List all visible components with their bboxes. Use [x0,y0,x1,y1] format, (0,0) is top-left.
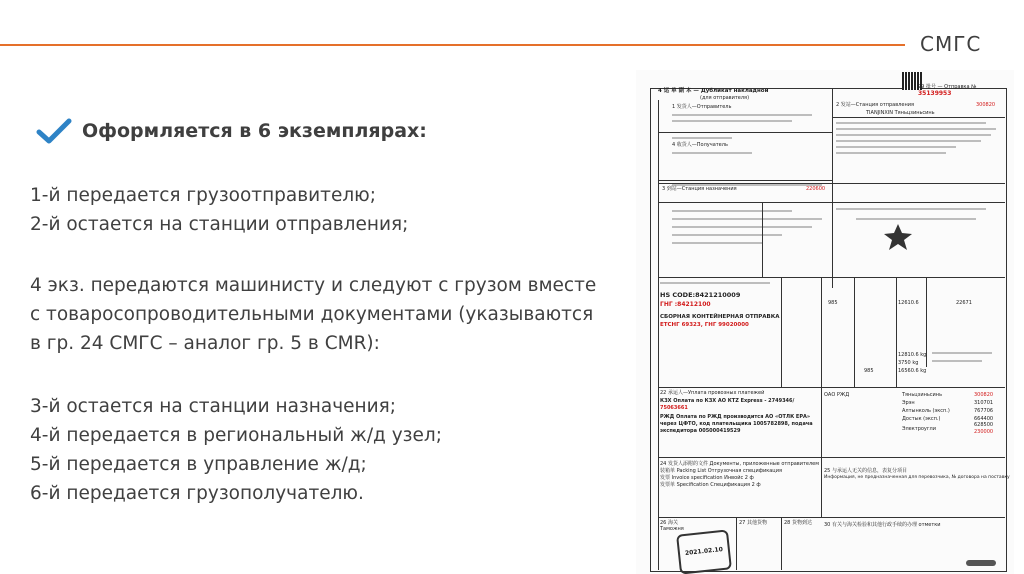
cargo-name: СБОРНАЯ КОНТЕЙНЕРНАЯ ОТПРАВКА [660,314,780,320]
seal-number: 22671 [956,300,972,306]
text-group-3 [30,392,442,508]
payment-label: 22 承运人—Уплата провозных платежей [660,390,765,396]
goods-gng: ГНГ :84212100 [660,301,711,308]
slide-title: СМГС [920,32,982,56]
text-line: 5-й передается в управление ж/д; [30,454,367,475]
text-line: с товаросопроводительными документами (указываются [30,304,594,325]
scan-text [836,152,946,154]
grid-line [781,517,782,570]
station-2: Эрэн [902,400,915,406]
field-28-label: 28 货物到达 [784,520,812,526]
weight-5: 16560.6 kg [898,368,927,374]
scan-text [836,128,996,130]
grid-line [658,517,1005,518]
scan-text [672,210,792,212]
grid-line [832,88,833,288]
payment-line-1b: 75063661 [660,405,688,411]
grid-line [658,202,1005,203]
doc-header: 4 运 单 副 本 — Дубликат накладной [658,88,769,94]
station-5: Электроугли [902,426,936,432]
waybill-frame [650,88,1007,572]
field-2-code: 300820 [976,102,996,108]
field-24-d: 发票单 Specification Спецификация 2 ф [660,482,761,488]
heading: Оформляется в 6 экземплярах: [82,120,427,142]
scan-text [672,234,782,236]
grid-line [658,277,1005,278]
field-3-label: 3 到站—Станция назначения [662,186,737,192]
grid-line [762,202,763,277]
rzd-label: ОАО РЖД [824,392,850,398]
weight-6: 985 [864,368,874,374]
stamp-star-icon [882,222,914,252]
doc-number-label: 29 批号 — Отправка № [918,84,977,90]
field-2-value: TIANJINXIN Тяньцзиньсинь [866,110,935,116]
field-25-b: Информация, не предназначенная для перевозчика, № договора на поставку [824,475,1010,480]
weight-3: 12810.6 kg [898,352,927,358]
scan-text [836,140,981,142]
scan-text [672,114,812,116]
station-code-4: 664400 [974,416,994,422]
scan-text [856,218,976,220]
scan-text [836,208,986,210]
accent-line [0,44,905,46]
payment-line-1: КЗХ Оплата по КЗХ АО КТZ Express - 2749346/ [660,398,795,404]
field-24-b: 装箱单 Packing List Отгрузочная спецификация [660,468,782,474]
station-code-1: 300820 [974,392,994,398]
weight-4: 3750 kg [898,360,919,366]
text-line: 3-й остается на станции назначения; [30,396,396,417]
scan-text [672,242,762,244]
scan-text [672,226,812,228]
station-3: Алтынколь (эксп.) [902,408,950,414]
text-group-2 [30,271,596,358]
scan-text [836,146,956,148]
text-line: в гр. 24 СМГС – аналог гр. 5 в CMR): [30,333,380,354]
grid-line [896,277,897,387]
station-4: Достык (эксп.) [902,416,941,422]
scan-text [672,152,752,154]
customs-stamp [676,529,732,574]
scan-text [836,122,986,124]
scan-text [932,352,992,354]
waybill-scan [636,70,1014,574]
grid-line [658,387,1005,388]
scan-text [966,560,996,566]
text-line: 2-й остается на станции отправления; [30,214,409,235]
grid-line [658,180,832,181]
grid-line [736,517,737,570]
scan-text [836,134,991,136]
field-3-code: 220600 [806,186,826,192]
grid-line [821,387,822,457]
grid-line [658,457,1005,458]
payment-line-4: экспедитора 005000419529 [660,428,741,434]
text-line: 1-й передается грузоотправителю; [30,185,376,206]
checkmark-icon [36,118,72,146]
payment-line-3: через ЦФТО, код плательщика 1005782898, подача [660,421,813,427]
grid-line [832,117,1005,118]
scan-text [672,218,822,220]
grid-line [821,457,822,517]
payment-line-2: РЖД Оплата по РЖД производится АО «ОТЛК ЕРА» [660,414,811,420]
field-30-label: 30 有关与海关检验和其他行政手续的办理 отметки [824,522,941,528]
text-group-1 [30,181,408,239]
station-code-5: 628500 [974,422,994,428]
scan-text [932,360,982,362]
grid-line [658,183,1005,184]
field-24-label: 24 发货人添附的文件 Документы, приложенные отправителем [660,461,820,467]
scan-text [660,282,770,284]
scan-text [672,137,732,139]
grid-line [781,277,782,387]
field-26-b: Таможня [660,526,684,532]
doc-header-sub: (для отправителя) [700,95,750,101]
weight-1: 985 [828,300,838,306]
grid-line [658,132,832,133]
cargo-etsng: ЕТСНГ 69323, ГНГ 99020000 [660,322,749,328]
stamp-date: 2021.02.10 [684,546,724,557]
doc-number: 35139953 [918,90,952,97]
station-1: Тяньцзиньсинь [902,392,943,398]
text-line: 4 экз. передаются машинисту и следуют с грузом вместе [30,275,597,296]
field-1-label: 1 发货人—Отправитель [672,104,732,110]
station-code-3: 767706 [974,408,994,414]
field-2-label: 2 发站—Станция отправления [836,102,914,108]
field-24-c: 发票 Invoice specification Инвойс 2 ф [660,475,754,481]
scan-text [672,120,792,122]
field-25-label: 25 与承运人无关的信息，表复分项目 [824,468,907,474]
text-line: 6-й передается грузополучателю. [30,483,364,504]
grid-line [821,277,822,387]
grid-line [658,100,659,570]
field-4-label: 4 收货人—Получатель [672,142,728,148]
goods-hs-code: HS CODE:8421210009 [660,291,741,299]
station-code-2: 310701 [974,400,994,406]
station-code-6: 230000 [974,429,994,435]
weight-2: 12610.6 [898,300,919,306]
text-line: 4-й передается в региональный ж/д узел; [30,425,442,446]
field-26-label: 26 海关 [660,520,678,526]
grid-line [854,277,855,387]
field-27-label: 27 其他货物 [739,520,767,526]
